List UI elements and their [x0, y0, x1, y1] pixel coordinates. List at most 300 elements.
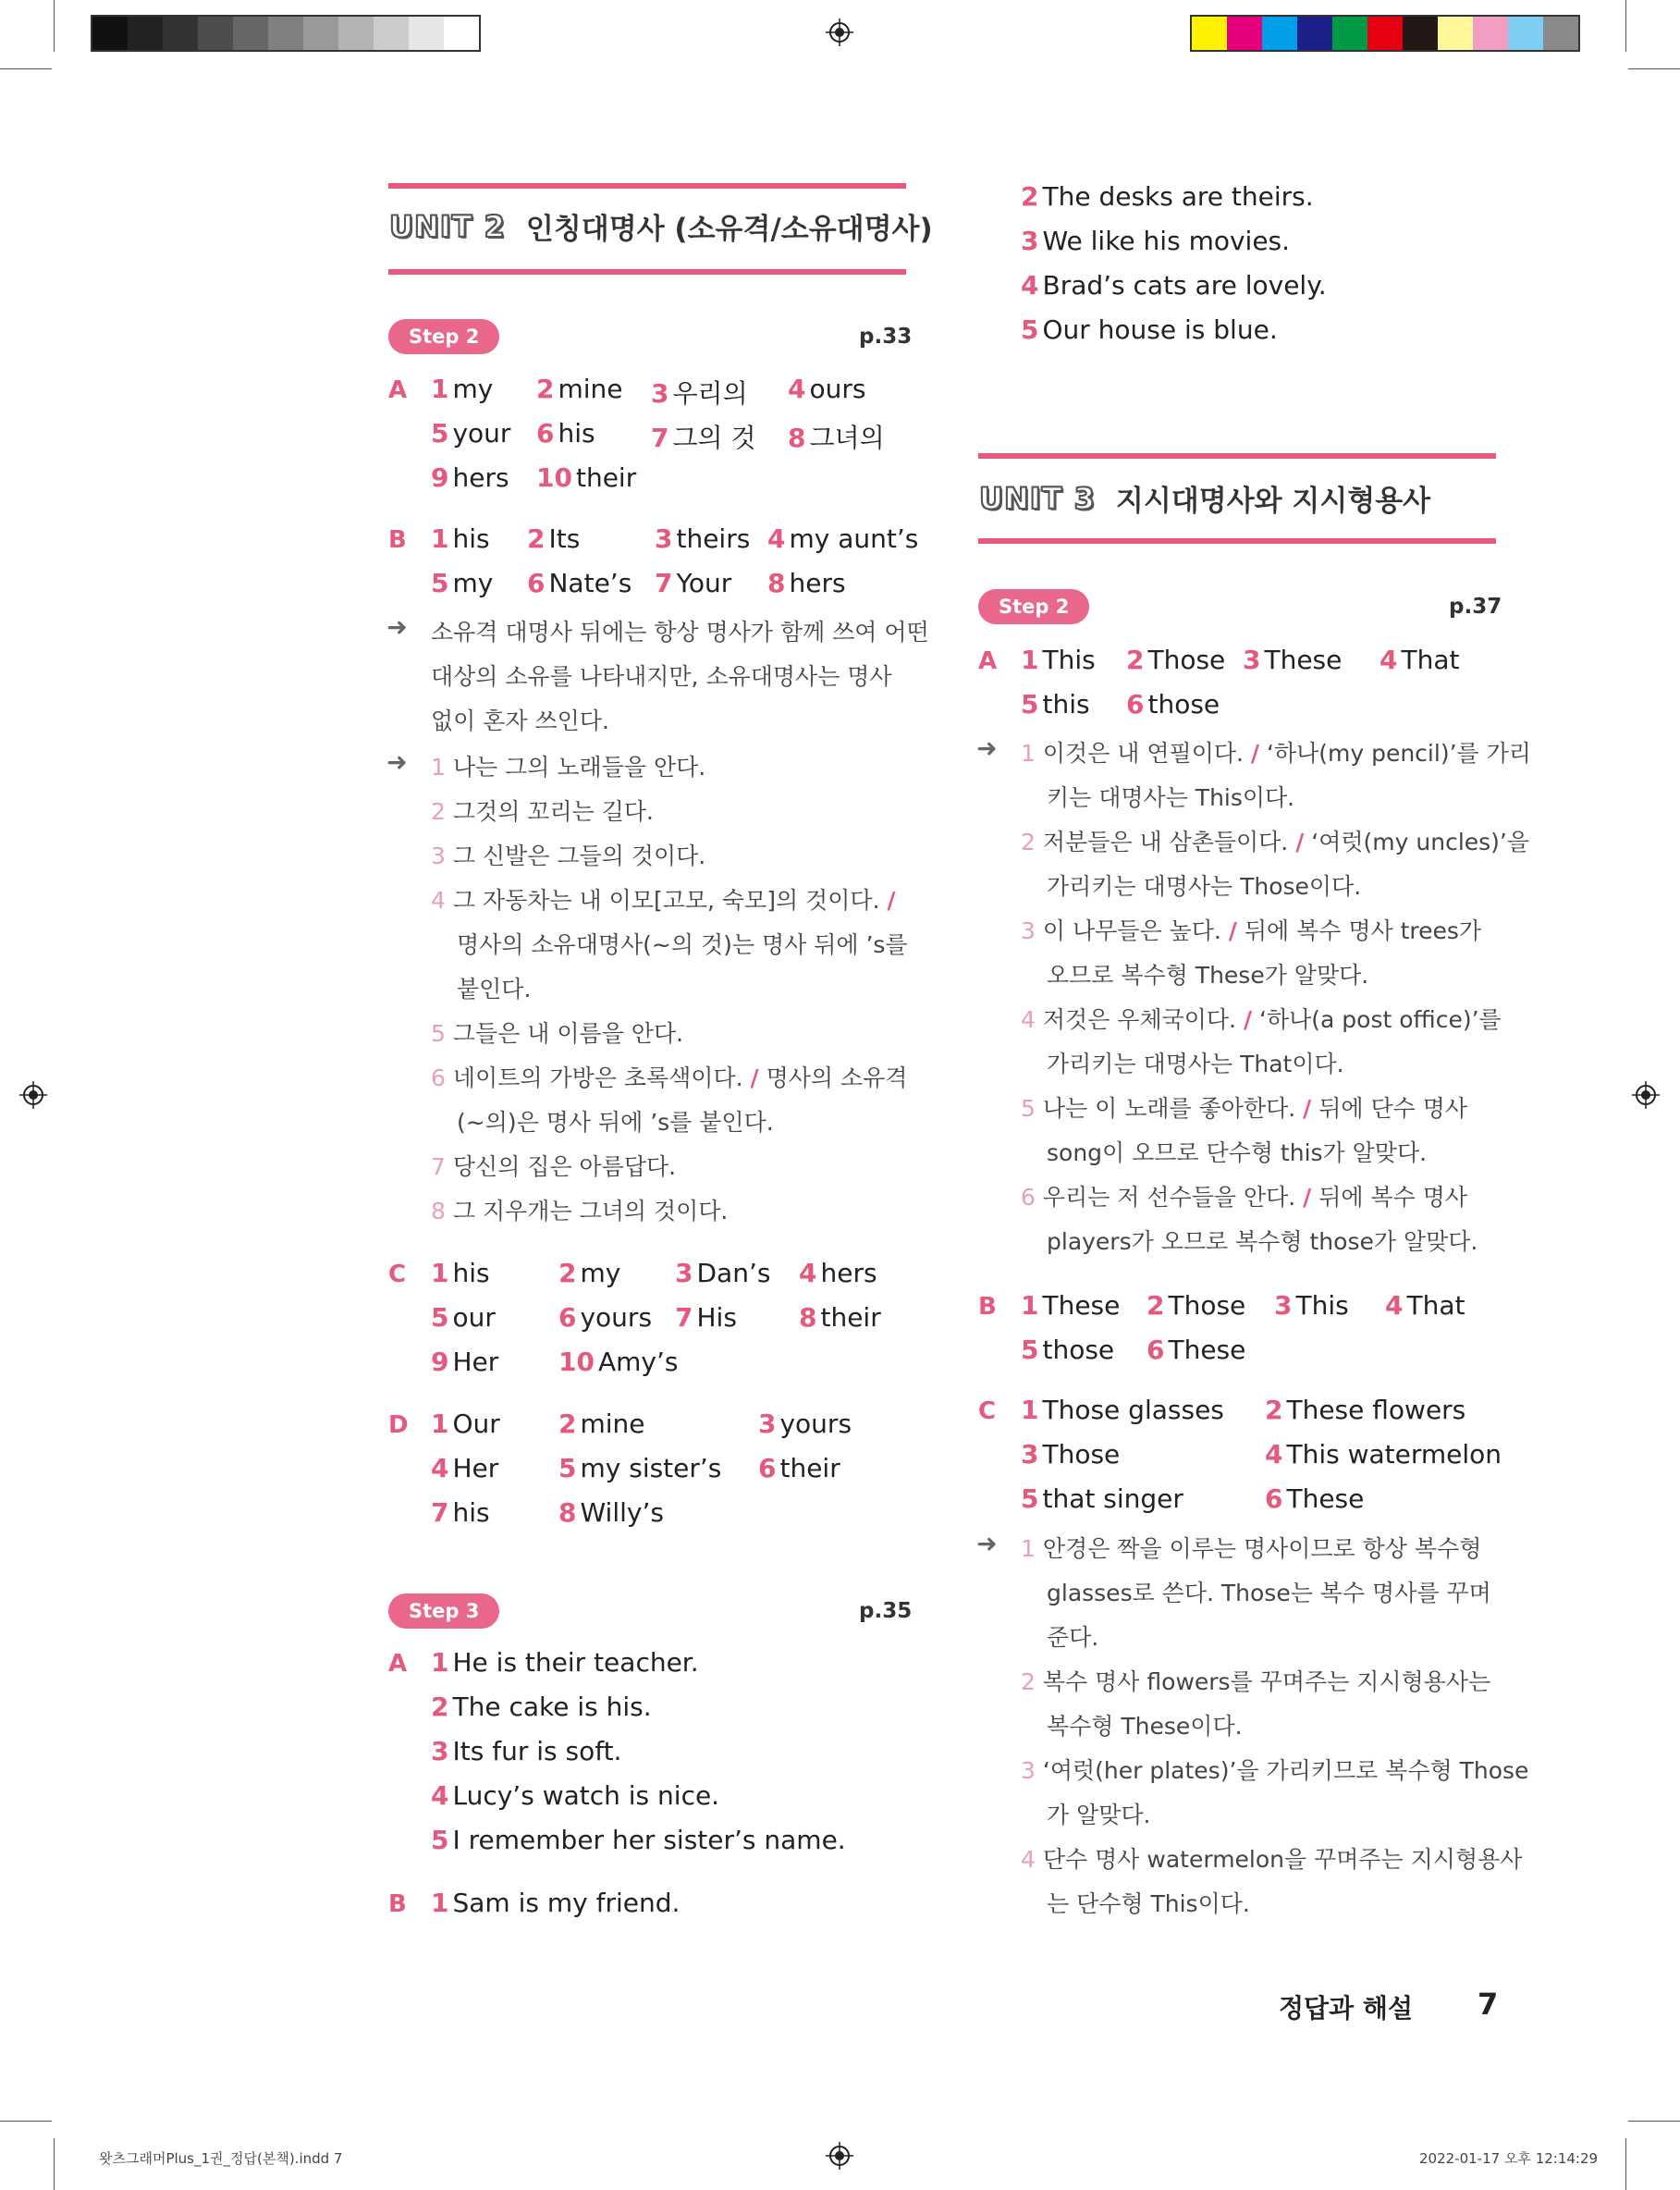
- answer-item: [799, 1258, 877, 1288]
- answer-item: [431, 1780, 719, 1811]
- item-number: 5: [1021, 1335, 1039, 1365]
- item-number: 9: [431, 1347, 449, 1377]
- item-text: 그녀의: [809, 423, 885, 453]
- answer-item: [1147, 1290, 1245, 1321]
- answer-item: [1021, 1290, 1120, 1321]
- answer-item: [1265, 1439, 1502, 1470]
- crop-mark: [54, 0, 55, 52]
- answer-item: [1021, 1335, 1114, 1365]
- item-text: their: [779, 1453, 840, 1483]
- answer-item: [431, 1647, 699, 1678]
- arrow-icon: ➜: [976, 734, 998, 763]
- item-number: 2: [536, 374, 555, 404]
- step-badge: Step 2: [978, 589, 1089, 624]
- answer-item: [431, 1453, 498, 1483]
- answer-item: [558, 1258, 620, 1288]
- answer-item: [558, 1497, 664, 1528]
- item-number: 5: [558, 1453, 577, 1483]
- item-text: his: [558, 418, 595, 449]
- unit-top-rule: [388, 183, 906, 189]
- item-text: We like his movies.: [1042, 226, 1291, 256]
- item-number: 2: [1265, 1395, 1283, 1425]
- unit-title: 인칭대명사 (소유격/소유대명사): [525, 213, 933, 246]
- explanation-text: 단수 명사 watermelon을 꾸며주는 지시형용사: [1042, 1846, 1523, 1873]
- file-slug: 왓츠그래머Plus_1권_정답(본책).indd 7: [99, 2150, 343, 2167]
- item-number: 1: [431, 1888, 449, 1918]
- item-text: my aunt’s: [789, 523, 919, 554]
- item-text: Those glasses: [1042, 1395, 1224, 1425]
- slash-divider: /: [1303, 1184, 1312, 1211]
- translation-text: 그것의 꼬리는 길다.: [452, 798, 654, 825]
- item-text: Our: [452, 1409, 500, 1439]
- item-text: That: [1406, 1290, 1465, 1321]
- slash-divider: /: [887, 887, 896, 914]
- item-number: 1: [431, 1409, 449, 1439]
- translation-line: [1021, 735, 1531, 769]
- item-text: 우리의: [672, 378, 748, 409]
- item-number: 1: [431, 523, 449, 554]
- item-text: Willy’s: [580, 1497, 664, 1528]
- answer-item: [1021, 689, 1090, 720]
- item-number: 1: [431, 1647, 449, 1678]
- unit-badge: UNIT 2: [389, 208, 506, 244]
- item-text: These: [1264, 645, 1343, 675]
- translation-line: (~의)은 명사 뒤에 ’s를 붙인다.: [457, 1109, 774, 1136]
- explanation-line: [1021, 1531, 1481, 1564]
- item-text: This: [1295, 1290, 1349, 1321]
- answer-item: [799, 1302, 881, 1333]
- answer-item: [767, 523, 918, 554]
- item-text: Those: [1168, 1290, 1246, 1321]
- translation-line: [1021, 1090, 1467, 1124]
- item-number: 4: [1021, 1846, 1036, 1873]
- item-number: 6: [431, 1064, 446, 1091]
- translation-text: ‘하나(my pencil)’를 가리: [1259, 740, 1531, 767]
- item-number: 6: [536, 418, 555, 449]
- item-number: 8: [558, 1497, 577, 1528]
- crop-mark: [0, 2121, 52, 2122]
- answer-item: [1021, 226, 1290, 256]
- item-number: 5: [431, 568, 449, 598]
- answer-item: [1147, 1335, 1245, 1365]
- answer-item: [1126, 645, 1225, 675]
- item-number: 3: [1243, 645, 1261, 675]
- section-letter: A: [388, 376, 408, 404]
- item-text: their: [820, 1302, 881, 1333]
- answer-item: [536, 374, 623, 404]
- slash-divider: /: [1228, 917, 1237, 944]
- section-letter: A: [388, 1650, 408, 1678]
- item-number: 4: [1021, 270, 1039, 301]
- item-text: He is their teacher.: [452, 1647, 699, 1678]
- slash-divider: /: [1295, 829, 1305, 855]
- translation-text: 뒤에 복수 명사 trees가: [1236, 917, 1482, 944]
- item-text: Nate’s: [548, 568, 632, 598]
- item-text: These: [1286, 1483, 1365, 1514]
- arrow-icon: ➜: [386, 748, 408, 777]
- item-number: 8: [788, 423, 806, 453]
- item-text: Your: [676, 568, 732, 598]
- explanation-text: 복수 명사 flowers를 꾸며주는 지시형용사는: [1042, 1668, 1491, 1695]
- answer-item: [1265, 1395, 1465, 1425]
- item-text: Amy’s: [597, 1347, 679, 1377]
- item-number: 4: [1380, 645, 1398, 675]
- item-text: Its: [548, 523, 581, 554]
- item-number: 5: [431, 1825, 449, 1855]
- item-text: mine: [558, 374, 623, 404]
- item-number: 6: [1126, 689, 1145, 720]
- unit-heading: [389, 205, 933, 247]
- item-number: 4: [1021, 1006, 1036, 1033]
- step-badge: Step 3: [388, 1593, 499, 1629]
- answer-item: [788, 418, 885, 455]
- answer-item: [655, 568, 731, 598]
- answer-item: [675, 1258, 770, 1288]
- section-letter: D: [388, 1411, 409, 1439]
- answer-item: [1021, 1439, 1120, 1470]
- translation-line: [1021, 824, 1529, 857]
- item-text: Brad’s cats are lovely.: [1042, 270, 1327, 301]
- registration-mark-top: [826, 18, 853, 46]
- answer-item: [431, 568, 493, 598]
- item-number: 3: [1021, 226, 1039, 256]
- explanation-line: [1021, 1753, 1528, 1786]
- item-number: 7: [655, 568, 673, 598]
- item-number: 3: [675, 1258, 693, 1288]
- explanation-text: 안경은 짝을 이루는 명사이므로 항상 복수형: [1042, 1535, 1482, 1562]
- item-text: Its fur is soft.: [452, 1736, 622, 1766]
- item-text: This: [1042, 645, 1096, 675]
- explanation-line: 복수형 These이다.: [1047, 1713, 1243, 1740]
- item-number: 4: [788, 374, 806, 404]
- answer-item: [431, 1258, 490, 1288]
- section-letter: A: [978, 647, 998, 675]
- item-text: your: [452, 418, 511, 449]
- item-text: yours: [779, 1409, 852, 1439]
- footer-title: 정답과 해설: [1279, 1993, 1413, 2024]
- item-number: 3: [431, 843, 446, 869]
- answer-item: [536, 462, 636, 493]
- answer-item: [431, 1347, 498, 1377]
- item-text: ours: [809, 374, 866, 404]
- answer-item: [767, 568, 846, 598]
- item-number: 7: [651, 423, 669, 453]
- answer-item: [651, 418, 756, 455]
- answer-item: [758, 1453, 840, 1483]
- item-number: 3: [1274, 1290, 1293, 1321]
- translation-text: 그 지우개는 그녀의 것이다.: [452, 1198, 729, 1224]
- item-number: 2: [558, 1409, 577, 1439]
- item-text: Our house is blue.: [1042, 314, 1278, 345]
- item-number: 2: [558, 1258, 577, 1288]
- unit-bottom-rule: [978, 538, 1496, 544]
- item-number: 2: [527, 523, 546, 554]
- answer-item: [527, 568, 632, 598]
- item-number: 6: [1265, 1483, 1283, 1514]
- item-text: theirs: [676, 523, 751, 554]
- answer-item: [431, 418, 510, 449]
- item-text: That: [1401, 645, 1460, 675]
- item-number: 3: [1021, 1757, 1036, 1784]
- unit-badge: UNIT 3: [979, 480, 1096, 516]
- item-text: mine: [580, 1409, 645, 1439]
- answer-item: [1274, 1290, 1349, 1321]
- explanation-line: [1021, 1664, 1490, 1697]
- item-text: Those: [1147, 645, 1226, 675]
- item-number: 5: [1021, 314, 1039, 345]
- registration-mark-bottom: [826, 2142, 853, 2170]
- answer-item: [655, 523, 750, 554]
- section-letter: C: [388, 1261, 407, 1288]
- answer-item: [431, 1888, 680, 1918]
- translation-line: [431, 749, 705, 782]
- item-number: 1: [431, 754, 446, 781]
- item-number: 2: [431, 798, 446, 825]
- item-text: my: [452, 568, 494, 598]
- item-text: his: [452, 523, 490, 554]
- translation-line: players가 오므로 복수형 those가 알맞다.: [1047, 1228, 1478, 1255]
- step-badge: Step 2: [388, 319, 499, 354]
- item-text: their: [575, 462, 637, 493]
- item-number: 6: [558, 1302, 577, 1333]
- translation-text: 저것은 우체국이다.: [1042, 1006, 1244, 1033]
- item-number: 7: [431, 1153, 446, 1180]
- item-text: Sam is my friend.: [452, 1888, 681, 1918]
- answer-item: [431, 1302, 496, 1333]
- translation-line: [431, 838, 705, 871]
- answer-item: [431, 1736, 621, 1766]
- translation-text: 우리는 저 선수들을 안다.: [1042, 1184, 1304, 1211]
- item-number: 1: [431, 1258, 449, 1288]
- item-number: 4: [1385, 1290, 1404, 1321]
- item-text: Lucy’s watch is nice.: [452, 1780, 720, 1811]
- translation-line: [431, 1149, 676, 1182]
- item-number: 8: [431, 1198, 446, 1224]
- explanation-line: 준다.: [1047, 1624, 1099, 1651]
- item-text: my: [580, 1258, 621, 1288]
- item-text: This watermelon: [1286, 1439, 1502, 1470]
- item-number: 5: [431, 1302, 449, 1333]
- translation-line: [431, 1193, 728, 1226]
- item-number: 3: [431, 1736, 449, 1766]
- translation-text: ‘여럿(my uncles)’을: [1304, 829, 1530, 855]
- arrow-icon: ➜: [976, 1530, 998, 1558]
- item-text: those: [1042, 1335, 1115, 1365]
- unit-top-rule: [978, 453, 1496, 459]
- item-number: 2: [431, 1692, 449, 1722]
- process-color-bar: [1190, 15, 1580, 52]
- item-text: this: [1042, 689, 1090, 720]
- translation-line: [431, 794, 654, 827]
- explanation-line: 대상의 소유를 나타내지만, 소유대명사는 명사: [431, 663, 892, 690]
- translation-text: 나는 이 노래를 좋아한다.: [1042, 1095, 1304, 1122]
- arrow-icon: ➜: [386, 613, 408, 642]
- translation-line: song이 오므로 단수형 this가 알맞다.: [1047, 1139, 1428, 1166]
- registration-mark-left: [19, 1081, 47, 1109]
- item-number: 8: [767, 568, 786, 598]
- answer-item: [758, 1409, 852, 1439]
- item-text: my sister’s: [580, 1453, 722, 1483]
- answer-item: [536, 418, 595, 449]
- explanation-text: ‘여럿(her plates)’을 가리키므로 복수형 Those: [1042, 1757, 1529, 1784]
- item-text: Her: [452, 1347, 499, 1377]
- item-number: 6: [1021, 1184, 1036, 1211]
- crop-mark: [1628, 68, 1680, 69]
- page-reference: p.33: [859, 325, 913, 349]
- item-text: his: [452, 1258, 490, 1288]
- answer-item: [431, 1692, 652, 1722]
- explanation-line: 소유격 대명사 뒤에는 항상 명사가 함께 쓰여 어떤: [431, 619, 929, 646]
- crop-mark: [0, 68, 52, 69]
- item-number: 4: [431, 1780, 449, 1811]
- item-text: The desks are theirs.: [1042, 181, 1314, 212]
- translation-text: 네이트의 가방은 초록색이다.: [452, 1064, 751, 1091]
- answer-item: [651, 374, 748, 411]
- translation-line: [1021, 1002, 1502, 1035]
- item-number: 3: [651, 378, 669, 409]
- item-text: These flowers: [1286, 1395, 1466, 1425]
- answer-item: [431, 523, 490, 554]
- section-letter: C: [978, 1397, 997, 1425]
- crop-mark: [1625, 0, 1626, 52]
- answer-item: [675, 1302, 737, 1333]
- date-slug: 2022-01-17 오후 12:14:29: [1419, 2150, 1599, 2167]
- item-text: These: [1168, 1335, 1246, 1365]
- translation-text: 이것은 내 연필이다.: [1042, 740, 1251, 767]
- answer-item: [1243, 645, 1342, 675]
- answer-item: [431, 462, 509, 493]
- answer-item: [1385, 1290, 1465, 1321]
- translation-text: 그 신발은 그들의 것이다.: [452, 843, 706, 869]
- item-number: 5: [1021, 689, 1039, 720]
- slash-divider: /: [1243, 1006, 1253, 1033]
- item-number: 5: [431, 1020, 446, 1047]
- item-text: His: [696, 1302, 737, 1333]
- item-number: 1: [1021, 1535, 1036, 1562]
- section-letter: B: [978, 1293, 997, 1321]
- unit-heading: [979, 477, 1430, 519]
- translation-text: 나는 그의 노래들을 안다.: [452, 754, 706, 781]
- item-number: 9: [431, 462, 449, 493]
- item-number: 8: [799, 1302, 817, 1333]
- translation-text: ‘하나(a post office)’를: [1252, 1006, 1502, 1033]
- item-number: 3: [758, 1409, 777, 1439]
- item-text: Those: [1042, 1439, 1121, 1470]
- crop-mark: [54, 2138, 55, 2190]
- explanation-line: [1021, 1841, 1522, 1875]
- item-number: 7: [675, 1302, 693, 1333]
- item-number: 6: [758, 1453, 777, 1483]
- answer-item: [431, 374, 493, 404]
- translation-line: [431, 1015, 683, 1049]
- item-number: 5: [431, 418, 449, 449]
- item-number: 2: [1126, 645, 1145, 675]
- answer-item: [558, 1302, 652, 1333]
- item-text: that singer: [1042, 1483, 1183, 1514]
- unit-title: 지시대명사와 지시형용사: [1115, 485, 1431, 518]
- answer-item: [558, 1347, 678, 1377]
- translation-line: [1021, 1179, 1467, 1212]
- translation-text: 명사의 소유격: [758, 1064, 908, 1091]
- item-text: These: [1042, 1290, 1121, 1321]
- explanation-line: glasses로 쓴다. Those는 복수 명사를 꾸며: [1047, 1580, 1491, 1606]
- item-text: those: [1147, 689, 1220, 720]
- page-reference: p.37: [1449, 595, 1502, 619]
- item-number: 1: [1021, 1395, 1039, 1425]
- answer-item: [558, 1453, 721, 1483]
- item-number: 2: [1147, 1290, 1165, 1321]
- item-text: The cake is his.: [452, 1692, 652, 1722]
- translation-text: 뒤에 복수 명사: [1311, 1184, 1468, 1211]
- unit-bottom-rule: [388, 269, 906, 275]
- crop-mark: [1625, 2138, 1626, 2190]
- explanation-line: 가 알맞다.: [1047, 1802, 1151, 1828]
- item-number: 3: [1021, 917, 1036, 944]
- item-text: yours: [580, 1302, 653, 1333]
- slash-divider: /: [750, 1064, 759, 1091]
- answer-item: [1021, 1395, 1224, 1425]
- slash-divider: /: [1303, 1095, 1312, 1122]
- answer-item: [1021, 270, 1327, 301]
- answer-item: [1021, 1483, 1183, 1514]
- translation-text: 저분들은 내 삼촌들이다.: [1042, 829, 1296, 855]
- item-text: I remember her sister’s name.: [452, 1825, 846, 1855]
- answer-item: [1380, 645, 1459, 675]
- answer-item: [788, 374, 865, 404]
- answer-item: [431, 1409, 500, 1439]
- item-text: hers: [452, 462, 509, 493]
- item-number: 4: [767, 523, 786, 554]
- item-text: our: [452, 1302, 496, 1333]
- translation-line: [431, 1060, 907, 1093]
- explanation-line: 는 단수형 This이다.: [1047, 1890, 1250, 1917]
- crop-mark: [1628, 2121, 1680, 2122]
- answer-item: [1021, 314, 1278, 345]
- item-number: 4: [799, 1258, 817, 1288]
- item-number: 6: [527, 568, 546, 598]
- item-number: 1: [431, 374, 449, 404]
- registration-mark-right: [1632, 1081, 1660, 1109]
- translation-text: 그들은 내 이름을 안다.: [452, 1020, 684, 1047]
- translation-text: 이 나무들은 높다.: [1042, 917, 1229, 944]
- translation-line: 가리키는 대명사는 That이다.: [1047, 1051, 1344, 1077]
- page-number: 7: [1478, 1987, 1499, 2022]
- answer-item: [1265, 1483, 1364, 1514]
- section-letter: B: [388, 1890, 407, 1918]
- answer-item: [431, 1825, 846, 1855]
- translation-line: 키는 대명사는 This이다.: [1047, 784, 1295, 811]
- item-text: hers: [789, 568, 846, 598]
- translation-line: [1021, 913, 1481, 946]
- item-number: 1: [1021, 1290, 1039, 1321]
- translation-text: 뒤에 단수 명사: [1311, 1095, 1468, 1122]
- item-number: 1: [1021, 645, 1039, 675]
- item-text: Her: [452, 1453, 499, 1483]
- item-number: 2: [1021, 181, 1039, 212]
- item-number: 4: [431, 887, 446, 914]
- answer-item: [431, 1497, 490, 1528]
- answer-item: [558, 1409, 645, 1439]
- grayscale-color-bar: [91, 15, 481, 52]
- explanation-line: 없이 혼자 쓰인다.: [431, 707, 609, 734]
- item-number: 7: [431, 1497, 449, 1528]
- translation-text: 그 자동차는 내 이모[고모, 숙모]의 것이다.: [452, 887, 888, 914]
- item-number: 4: [431, 1453, 449, 1483]
- item-number: 10: [536, 462, 572, 493]
- slash-divider: /: [1250, 740, 1260, 767]
- item-number: 1: [1021, 740, 1036, 767]
- item-number: 5: [1021, 1095, 1036, 1122]
